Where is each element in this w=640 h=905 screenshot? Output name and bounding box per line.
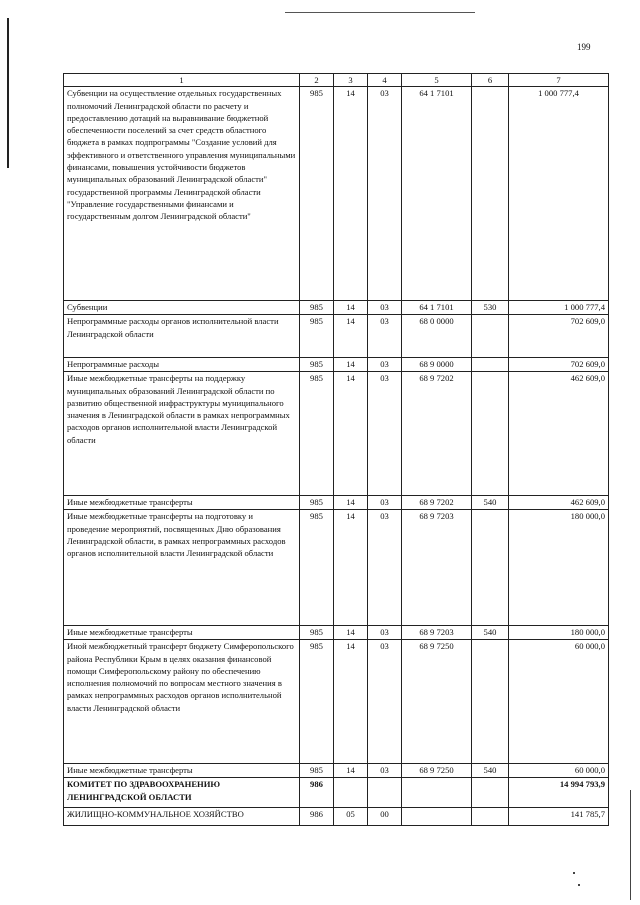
table-row bbox=[64, 778, 609, 808]
row-gr: 985 bbox=[300, 764, 334, 778]
column-header: 1 bbox=[64, 74, 300, 87]
row-pr: 03 bbox=[368, 315, 402, 358]
row-name: Непрограммные расходы bbox=[64, 358, 300, 372]
budget-table bbox=[63, 73, 609, 826]
row-vr bbox=[472, 778, 509, 808]
row-gr: 985 bbox=[300, 358, 334, 372]
row-vr bbox=[472, 808, 509, 826]
row-gr: 985 bbox=[300, 87, 334, 301]
row-sum: 141 785,7 bbox=[509, 808, 609, 826]
row-csr: 68 0 0000 bbox=[402, 315, 472, 358]
column-header: 3 bbox=[334, 74, 368, 87]
scan-artifact-right-line bbox=[630, 790, 631, 900]
row-rz: 14 bbox=[334, 372, 368, 496]
table-row bbox=[64, 496, 609, 510]
row-rz: 14 bbox=[334, 764, 368, 778]
table-row bbox=[64, 764, 609, 778]
table-row bbox=[64, 315, 609, 358]
row-rz: 14 bbox=[334, 358, 368, 372]
table-row bbox=[64, 640, 609, 764]
row-sum: 702 609,0 bbox=[509, 358, 609, 372]
row-rz: 14 bbox=[334, 315, 368, 358]
row-csr: 64 1 7101 bbox=[402, 301, 472, 315]
row-rz: 14 bbox=[334, 301, 368, 315]
row-sum: 462 609,0 bbox=[509, 496, 609, 510]
row-vr bbox=[472, 87, 509, 301]
row-name: Иной межбюджетный трансферт бюджету Симферопольского района Республики Крым в целях оказания финансовой помощи Симферопольскому району по обеспечению исполнения полномочий по вопросам местного значения в рамках непрограммных расходов органов исполнительной власти Ленинградской области bbox=[64, 640, 300, 764]
row-csr bbox=[402, 808, 472, 826]
row-pr: 03 bbox=[368, 764, 402, 778]
row-vr: 540 bbox=[472, 626, 509, 640]
row-csr bbox=[402, 778, 472, 808]
row-vr: 540 bbox=[472, 764, 509, 778]
row-rz: 14 bbox=[334, 496, 368, 510]
row-sum: 1 000 777,4 bbox=[509, 301, 609, 315]
row-pr: 03 bbox=[368, 372, 402, 496]
row-rz: 05 bbox=[334, 808, 368, 826]
row-rz: 14 bbox=[334, 640, 368, 764]
row-gr: 986 bbox=[300, 778, 334, 808]
column-header: 4 bbox=[368, 74, 402, 87]
row-gr: 985 bbox=[300, 640, 334, 764]
row-sum: 1 000 777,4 bbox=[509, 87, 609, 301]
row-sum: 702 609,0 bbox=[509, 315, 609, 358]
row-sum: 180 000,0 bbox=[509, 510, 609, 626]
row-name: ЖИЛИЩНО-КОММУНАЛЬНОЕ ХОЗЯЙСТВО bbox=[64, 808, 300, 826]
column-header: 2 bbox=[300, 74, 334, 87]
row-name: Иные межбюджетные трансферты bbox=[64, 626, 300, 640]
table-row bbox=[64, 510, 609, 626]
row-name: Иные межбюджетные трансферты на поддержку муниципальных образований Ленинградской области по развитию общественной инфраструктуры муниципального значения в Ленинградской области в рамках непрограммных расходов органов исполнительной власти Ленинградской области bbox=[64, 372, 300, 496]
row-sum: 462 609,0 bbox=[509, 372, 609, 496]
table-row bbox=[64, 808, 609, 826]
row-csr: 68 9 0000 bbox=[402, 358, 472, 372]
row-rz bbox=[334, 778, 368, 808]
row-csr: 68 9 7202 bbox=[402, 496, 472, 510]
row-sum: 180 000,0 bbox=[509, 626, 609, 640]
scan-artifact-left-line bbox=[7, 18, 9, 168]
row-gr: 986 bbox=[300, 808, 334, 826]
row-vr bbox=[472, 640, 509, 764]
row-name: Субвенции bbox=[64, 301, 300, 315]
table-row bbox=[64, 358, 609, 372]
row-rz: 14 bbox=[334, 87, 368, 301]
scan-artifact-top-line bbox=[285, 12, 475, 13]
scan-speck bbox=[578, 884, 580, 886]
row-pr: 03 bbox=[368, 640, 402, 764]
row-pr: 03 bbox=[368, 301, 402, 315]
row-gr: 985 bbox=[300, 372, 334, 496]
row-name: Субвенции на осуществление отдельных государственных полномочий Ленинградской области по расчету и предоставлению дотаций на выравнивание бюджетной обеспеченности поселений за счет средств областного бюджета в рамках подпрограммы "Создание условий для эффективного и ответственного управления муниципальными финансами, повышения устойчивости бюджетов муниципальных образований Ленинградской области" государственной программы Ленинградской области "Управление государственными финансами и государственным долгом Ленинградской области" bbox=[64, 87, 300, 301]
row-vr bbox=[472, 510, 509, 626]
column-header: 6 bbox=[472, 74, 509, 87]
row-pr: 03 bbox=[368, 510, 402, 626]
row-name: Непрограммные расходы органов исполнительной власти Ленинградской области bbox=[64, 315, 300, 358]
row-vr bbox=[472, 358, 509, 372]
row-pr: 03 bbox=[368, 87, 402, 301]
row-gr: 985 bbox=[300, 301, 334, 315]
table-row bbox=[64, 372, 609, 496]
row-sum: 60 000,0 bbox=[509, 764, 609, 778]
row-csr: 68 9 7203 bbox=[402, 510, 472, 626]
row-name: Иные межбюджетные трансферты на подготовку и проведение мероприятий, посвященных Дню образования Ленинградской области, в рамках непрограммных расходов органов исполнительной власти Ленинградской области bbox=[64, 510, 300, 626]
row-gr: 985 bbox=[300, 510, 334, 626]
row-sum: 14 994 793,9 bbox=[509, 778, 609, 808]
row-sum: 60 000,0 bbox=[509, 640, 609, 764]
column-header: 5 bbox=[402, 74, 472, 87]
row-name: Иные межбюджетные трансферты bbox=[64, 496, 300, 510]
row-rz: 14 bbox=[334, 510, 368, 626]
row-gr: 985 bbox=[300, 626, 334, 640]
row-pr bbox=[368, 778, 402, 808]
row-csr: 68 9 7250 bbox=[402, 640, 472, 764]
row-name: Иные межбюджетные трансферты bbox=[64, 764, 300, 778]
row-vr: 530 bbox=[472, 301, 509, 315]
row-pr: 00 bbox=[368, 808, 402, 826]
column-header: 7 bbox=[509, 74, 609, 87]
row-csr: 64 1 7101 bbox=[402, 87, 472, 301]
row-csr: 68 9 7202 bbox=[402, 372, 472, 496]
table-row bbox=[64, 626, 609, 640]
row-vr bbox=[472, 372, 509, 496]
row-name: КОМИТЕТ ПО ЗДРАВООХРАНЕНИЮ ЛЕНИНГРАДСКОЙ ОБЛАСТИ bbox=[64, 778, 300, 808]
row-vr bbox=[472, 315, 509, 358]
row-csr: 68 9 7250 bbox=[402, 764, 472, 778]
row-rz: 14 bbox=[334, 626, 368, 640]
table-row bbox=[64, 87, 609, 301]
row-gr: 985 bbox=[300, 315, 334, 358]
row-pr: 03 bbox=[368, 496, 402, 510]
scan-speck bbox=[573, 872, 575, 874]
row-vr: 540 bbox=[472, 496, 509, 510]
row-pr: 03 bbox=[368, 358, 402, 372]
table-row bbox=[64, 301, 609, 315]
row-gr: 985 bbox=[300, 496, 334, 510]
row-csr: 68 9 7203 bbox=[402, 626, 472, 640]
row-pr: 03 bbox=[368, 626, 402, 640]
table-header-row bbox=[64, 74, 609, 87]
page-number: 199 bbox=[577, 42, 591, 52]
